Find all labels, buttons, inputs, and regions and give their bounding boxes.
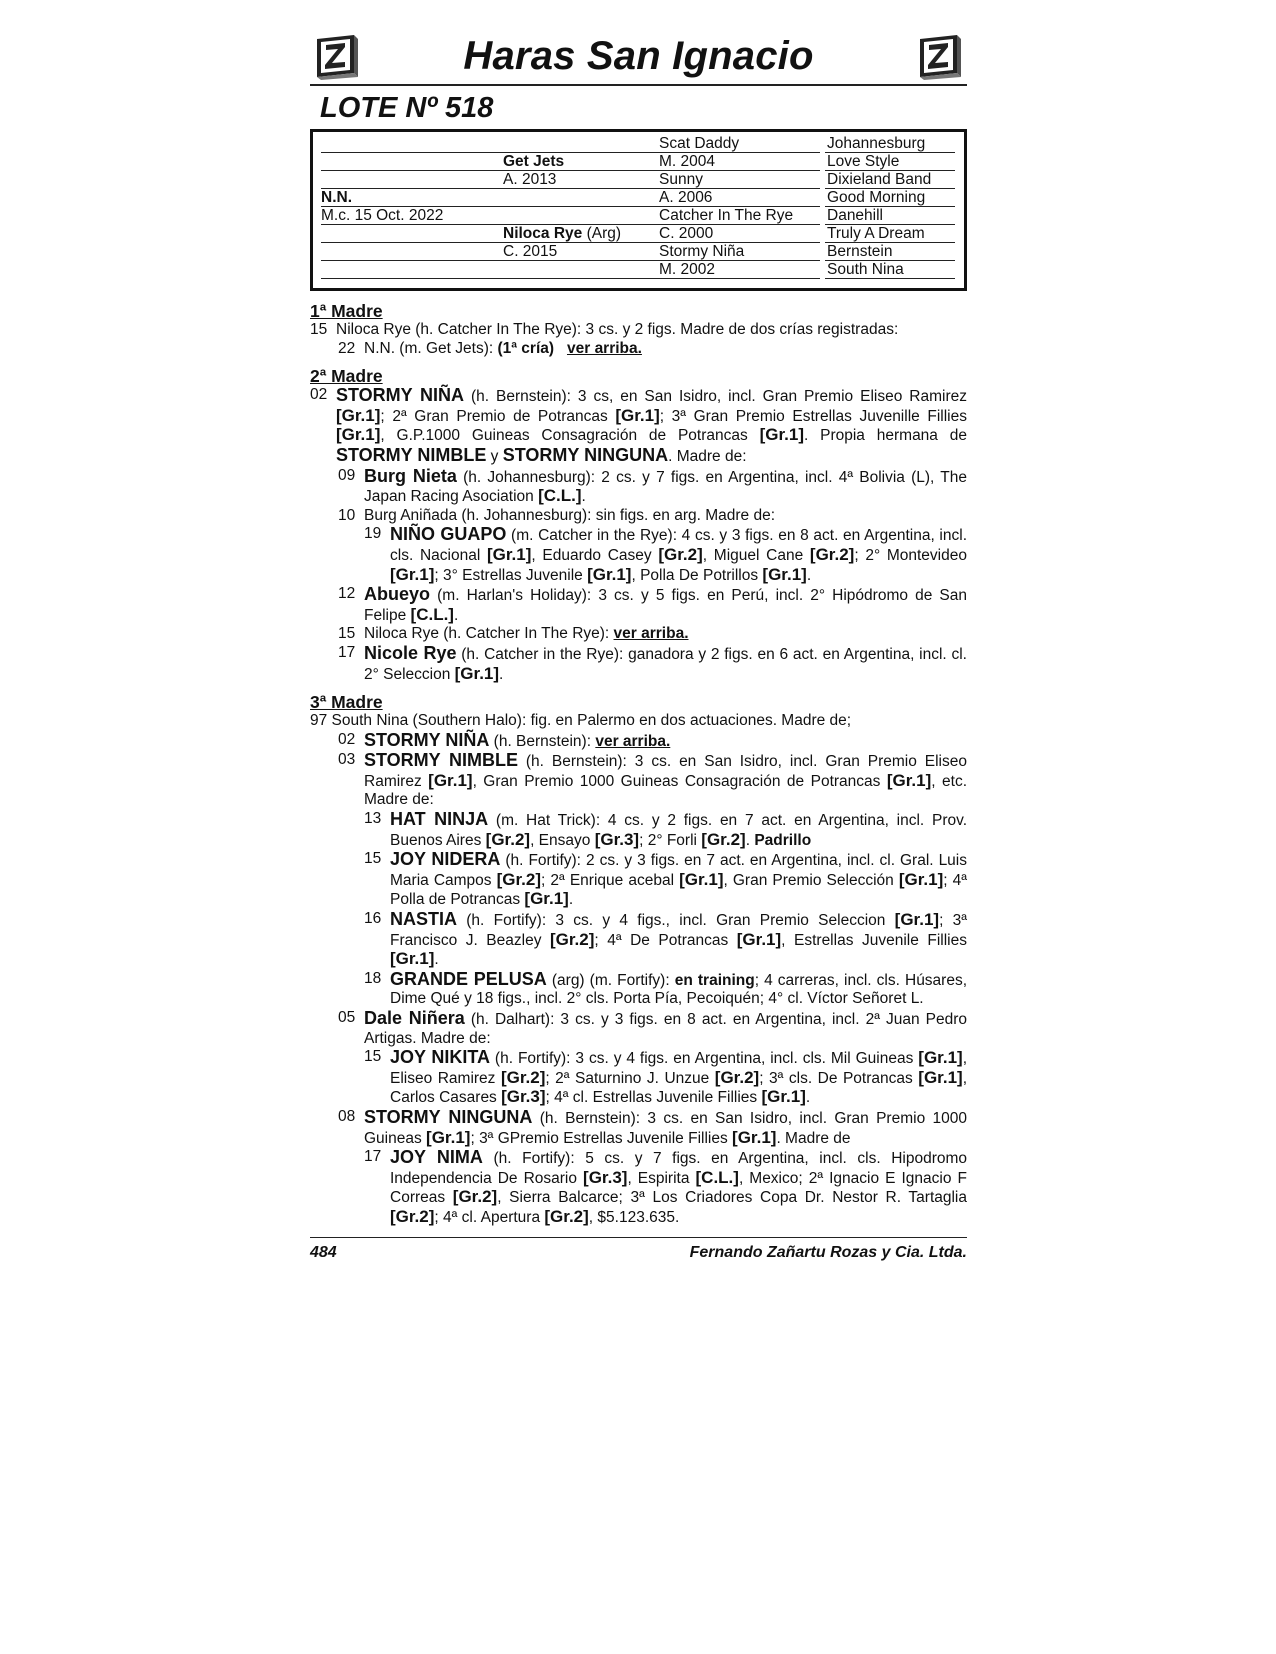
family-entry: 22 N.N. (m. Get Jets): (1ª cría) ver arriba. [338, 339, 642, 357]
horse-name: JOY NIKITA [390, 1047, 490, 1068]
grade-badge: [Gr.1] [428, 770, 473, 790]
pedigree-great-grandparent: Good Morning [827, 189, 926, 206]
pedigree-grandparent: Stormy Niña [659, 243, 745, 260]
grade-badge: [Gr.1] [759, 425, 804, 445]
pedigree-great-grandparent: Truly A Dream [827, 225, 925, 242]
grade-badge: [C.L.] [695, 1167, 739, 1187]
grade-badge: [Gr.1] [615, 405, 660, 425]
horse-name: STORMY NIMBLE [336, 444, 487, 465]
pedigree-table [310, 129, 967, 291]
family-entry: 97 South Nina (Southern Halo): fig. en Palermo en dos actuaciones. Madre de; [310, 712, 852, 730]
pedigree-grandparent-info: M. 2004 [659, 153, 716, 170]
pedigree-sire-name: Get Jets [503, 153, 565, 170]
family-entry: 02 STORMY NIÑA (h. Bernstein): 3 cs, en San Isidro, incl. Gran Premio Eliseo Ramirez [Gr.1]; 2ª Gran Premio de Potrancas [Gr.1]; 3ª Gran Premio Estrellas Juvenille Fillies [Gr.1], G.P.1000 Guineas Consagración de Potrancas [Gr.1]. Propia hermana de STORMY NIMBLE y STORMY NINGUNA. Madre de: [310, 385, 967, 465]
grade-badge: [Gr.2] [658, 544, 703, 564]
grade-badge: [Gr.2] [809, 544, 855, 564]
grade-badge: [Gr.1] [486, 544, 532, 564]
pedigree-great-grandparent: Love Style [827, 153, 900, 170]
grade-badge: [Gr.2] [714, 1067, 760, 1087]
haras-logo-icon [917, 33, 963, 81]
horse-name: STORMY NIÑA [336, 385, 464, 406]
pedigree-great-grandparent: Dixieland Band [827, 171, 932, 188]
family-entry: 12 Abueyo (m. Harlan's Holiday): 3 cs. y 5 figs. en Perú, incl. 2° Hipódromo de San Felipe [C.L.]. [338, 584, 967, 624]
grade-badge: [Gr.2] [549, 929, 595, 949]
grade-badge: [Gr.3] [594, 829, 640, 849]
section-heading-first-dam: 1ª Madre [310, 301, 383, 321]
family-entry: 02 STORMY NIÑA (h. Bernstein): ver arriba. [338, 729, 671, 750]
pedigree-grandparent-info: M. 2002 [659, 261, 716, 278]
grade-badge: [Gr.1] [736, 929, 782, 949]
grade-badge: [Gr.1] [898, 869, 944, 889]
pedigree-grandparent: Scat Daddy [659, 135, 740, 152]
pedigree-grandparent: Sunny [659, 171, 703, 188]
horse-name: Abueyo [364, 584, 431, 605]
family-entry: 16 NASTIA (h. Fortify): 3 cs. y 4 figs., incl. Gran Premio Seleccion [Gr.1]; 3ª Francisco J. Beazley [Gr.2]; 4ª De Potrancas [Gr.1], Estrellas Juvenile Fillies [Gr.1]. [364, 909, 967, 969]
section-heading-third-dam: 3ª Madre [310, 692, 383, 713]
company-name: Fernando Zañartu Rozas y Cia. Ltda. [689, 1244, 967, 1261]
horse-name: JOY NIMA [390, 1147, 483, 1168]
horse-name: NASTIA [390, 909, 457, 930]
horse-name: STORMY NINGUNA [364, 1106, 533, 1127]
grade-badge: [Gr.2] [701, 829, 746, 849]
horse-name: STORMY NIMBLE [364, 750, 518, 771]
family-entry: 10 Burg Aniñada (h. Johannesburg): sin figs. en arg. Madre de: [338, 506, 775, 524]
pedigree-grandparent: Catcher In The Rye [659, 207, 794, 224]
family-entry: 08 STORMY NINGUNA (h. Bernstein): 3 cs. en San Isidro, incl. Gran Premio 1000 Guineas [Gr.1]; 3ª GPremio Estrellas Juvenile Fillies [Gr.1]. Madre de [338, 1106, 967, 1147]
page-footer [310, 1237, 967, 1261]
horse-name: Burg Nieta [364, 465, 457, 486]
pedigree-great-grandparent: South Nina [827, 261, 904, 278]
grade-badge: [Gr.1] [454, 663, 500, 683]
lot-number: LOTE Nº 518 [320, 92, 494, 124]
grade-badge: [Gr.2] [496, 869, 542, 889]
family-entry: 05 Dale Niñera (h. Dalhart): 3 cs. y 3 figs. en 8 act. en Argentina, incl. 2ª Juan Pedro Artigas. Madre de: [338, 1008, 967, 1047]
pedigree-grandparent-info: A. 2006 [659, 189, 713, 206]
grade-badge: [Gr.1] [732, 1127, 777, 1147]
family-entry: 15 Niloca Rye (h. Catcher In The Rye): ver arriba. [338, 625, 689, 643]
page-header [310, 30, 967, 86]
grade-badge: [Gr.3] [501, 1087, 546, 1107]
family-entry: 15 JOY NIDERA (h. Fortify): 2 cs. y 3 figs. en 7 act. en Argentina, incl. cl. Gral. Luis Maria Campos [Gr.2]; 2ª Enrique acebal [Gr.1], Gran Premio Selección [Gr.1]; 4ª Polla de Potrancas [Gr.1]. [364, 849, 968, 909]
grade-badge: [Gr.2] [485, 829, 531, 849]
cross-reference: ver arriba. [595, 732, 671, 750]
grade-badge: [Gr.1] [587, 564, 632, 584]
grade-badge: [Gr.1] [390, 949, 435, 969]
family-entry: 03 STORMY NIMBLE (h. Bernstein): 3 cs. en San Isidro, incl. Gran Premio Eliseo Ramirez [Gr.1], Gran Premio 1000 Guineas Consagración de Potrancas [Gr.1], etc. Madre de: [338, 750, 967, 809]
catalog-page [310, 30, 967, 1228]
pedigree-great-grandparent: Johannesburg [827, 135, 926, 152]
horse-name: JOY NIDERA [390, 849, 501, 870]
family-entry: 09 Burg Nieta (h. Johannesburg): 2 cs. y 7 figs. en Argentina, incl. 4ª Bolivia (L), The Japan Racing Asociation [C.L.]. [338, 465, 967, 506]
page-number: 484 [310, 1244, 337, 1261]
third-dam-entries [310, 712, 967, 1227]
grade-badge: [Gr.1] [918, 1048, 963, 1068]
grade-badge: [Gr.1] [336, 425, 381, 445]
grade-badge: [C.L.] [410, 604, 454, 624]
pedigree-dam-info: C. 2015 [503, 243, 558, 260]
horse-name: STORMY NIÑA [364, 729, 490, 750]
grade-badge: [Gr.2] [500, 1067, 546, 1087]
grade-badge: [Gr.1] [894, 910, 940, 930]
grade-badge: [C.L.] [538, 486, 582, 506]
grade-badge: [Gr.1] [886, 770, 932, 790]
second-dam-entries [310, 386, 967, 684]
grade-badge: [Gr.3] [583, 1167, 628, 1187]
pedigree-great-grandparent: Danehill [827, 207, 884, 224]
grade-badge: [Gr.1] [524, 889, 569, 909]
section-heading-second-dam: 2ª Madre [310, 366, 383, 387]
horse-name: Nicole Rye [364, 642, 457, 663]
grade-badge: [Gr.2] [452, 1187, 498, 1207]
grade-badge: [Gr.1] [390, 564, 435, 584]
family-entry: 18 GRANDE PELUSA (arg) (m. Fortify): en training; 4 carreras, incl. cls. Húsares, Dime Qué y 18 figs., incl. 2° cls. Porta Pía, Pecoiquén; 4° cl. Víctor Señoret L. [364, 968, 968, 1008]
cross-reference: ver arriba. [613, 625, 689, 643]
horse-name: STORMY NINGUNA [502, 444, 669, 465]
family-entry: 19 NIÑO GUAPO (m. Catcher in the Rye): 4 cs. y 3 figs. en 8 act. en Argentina, incl. cls. Nacional [Gr.1], Eduardo Casey [Gr.2], Miguel Cane [Gr.2]; 2° Montevideo [Gr.1]; 3° Estrellas Juvenile [Gr.1], Polla De Potrillos [Gr.1]. [364, 524, 967, 584]
pedigree-dam-origin: (Arg) [582, 225, 622, 242]
horse-name: NIÑO GUAPO [390, 524, 507, 545]
pedigree-grandparent-info: C. 2000 [659, 225, 714, 242]
grade-badge: [Gr.1] [762, 564, 807, 584]
family-entry: 17 JOY NIMA (h. Fortify): 5 cs. y 7 figs. en Argentina, incl. cls. Hipodromo Independencia De Rosario [Gr.3], Espirita [C.L.], Mexico; 2ª Ignacio E Ignacio F Correas [Gr.2], Sierra Balcarce; 3ª Los Criadores Copa Dr. Nestor R. Tartaglia [Gr.2]; 4ª cl. Apertura [Gr.2], $5.123.635. [364, 1147, 968, 1226]
family-entry: 13 HAT NINJA (m. Hat Trick): 4 cs. y 2 figs. en 7 act. en Argentina, incl. Prov. Buenos Aires [Gr.2], Ensayo [Gr.3]; 2° Forli [Gr.2]. Padrillo [364, 809, 968, 849]
horse-name: Dale Niñera [364, 1008, 465, 1028]
pedigree-subject-info: M.c. 15 Oct. 2022 [321, 207, 444, 224]
grade-badge: [Gr.1] [679, 869, 724, 889]
grade-badge: [Gr.2] [390, 1206, 435, 1226]
grade-badge: [Gr.2] [544, 1206, 589, 1226]
pedigree-subject-name: N.N. [321, 189, 352, 206]
pedigree-sire-info: A. 2013 [503, 171, 557, 188]
pedigree-dam [503, 225, 621, 243]
page-title: Haras San Ignacio [463, 34, 814, 78]
family-entry: 15 Niloca Rye (h. Catcher In The Rye): 3 cs. y 2 figs. Madre de dos crías registradas: [310, 321, 899, 338]
grade-badge: [Gr.1] [761, 1087, 806, 1107]
grade-badge: [Gr.1] [336, 405, 381, 425]
pedigree-dam-name: Niloca Rye [503, 225, 583, 242]
horse-name: GRANDE PELUSA [390, 968, 547, 989]
horse-name: HAT NINJA [390, 809, 489, 830]
grade-badge: [Gr.1] [918, 1067, 963, 1087]
family-entry: 17 Nicole Rye (h. Catcher in the Rye): ganadora y 2 figs. en 6 act. en Argentina, incl. cl. 2° Seleccion [Gr.1]. [338, 642, 967, 683]
grade-badge: [Gr.1] [426, 1127, 471, 1147]
family-entry: 15 JOY NIKITA (h. Fortify): 3 cs. y 4 figs. en Argentina, incl. cls. Mil Guineas [Gr.1], Eliseo Ramirez [Gr.2]; 2ª Saturnino J. Unzue [Gr.2]; 3ª cls. De Potrancas [Gr.1], Carlos Casares [Gr.3]; 4ª cl. Estrellas Juvenile Fillies [Gr.1]. [364, 1047, 967, 1107]
pedigree-great-grandparent: Bernstein [827, 243, 893, 260]
